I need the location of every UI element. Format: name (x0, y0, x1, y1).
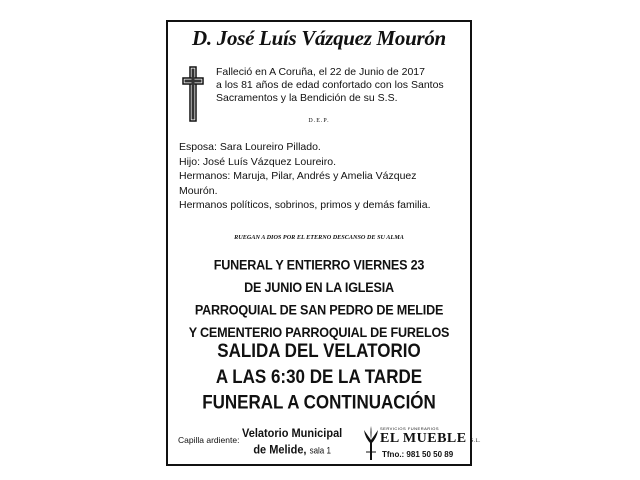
intro-line: Falleció en A Coruña, el 22 de Junio de 2017 (216, 66, 425, 78)
intro-line: a los 81 años de edad confortado con los Santos (216, 79, 444, 91)
obituary-card (166, 20, 481, 466)
capilla-place-line2 (242, 443, 342, 460)
capilla-place-line1: Velatorio Municipal (242, 427, 343, 441)
family-list (179, 140, 469, 213)
capilla-place-town: de Melide, (253, 443, 307, 457)
logo-phone: Tfno.: 981 50 50 89 (382, 450, 454, 459)
funeral-home-logo (362, 424, 481, 462)
intro-text (216, 66, 466, 105)
capilla-sala: sala 1 (309, 445, 331, 456)
family-line: Hijo: José Luís Vázquez Loureiro. (179, 155, 337, 168)
departure-line: A LAS 6:30 DE LA TARDE (215, 366, 423, 388)
funeral-line: PARROQUIAL DE SAN PEDRO DE MELIDE (194, 302, 444, 318)
capilla-place (242, 426, 342, 459)
family-line: Hermanos: Maruja, Pilar, Andrés y Amelia Vázquez (179, 170, 417, 183)
logo-subtitle: SERVICIOS FUNERARIOS (380, 426, 440, 431)
funeral-info (168, 254, 470, 344)
funeral-line: FUNERAL Y ENTIERRO VIERNES 23 (213, 257, 425, 274)
capilla-ardiente (178, 426, 348, 460)
intro-line: Sacramentos y la Bendición de su S.S. (216, 92, 398, 104)
family-line: Mourón. (179, 184, 218, 197)
deceased-name: D. José Luís Vázquez Mourón (192, 26, 446, 50)
departure-info (168, 338, 470, 415)
dep-text: D.E.P. (308, 118, 330, 124)
tree-logo-icon (362, 426, 380, 460)
logo-name (380, 431, 481, 447)
funeral-line: DE JUNIO EN LA IGLESIA (244, 279, 394, 296)
logo-suffix: S.L. (470, 439, 481, 444)
funeral-line: Y CEMENTERIO PARROQUIAL DE FURELOS (188, 324, 450, 341)
capilla-label: Capilla ardiente: (178, 435, 240, 445)
logo-brand: EL MUEBLE (380, 431, 467, 446)
prayer-line: RUEGAN A DIOS POR EL ETERNO DESCANSO DE SU ALMA (234, 234, 404, 241)
departure-line: SALIDA DEL VELATORIO (217, 340, 421, 362)
departure-line: FUNERAL A CONTINUACIÓN (202, 391, 436, 414)
family-line: Esposa: Sara Loureiro Pillado. (179, 141, 321, 153)
cross-icon (182, 66, 204, 122)
family-line: Hermanos políticos, sobrinos, primos y demás familia. (179, 199, 431, 212)
